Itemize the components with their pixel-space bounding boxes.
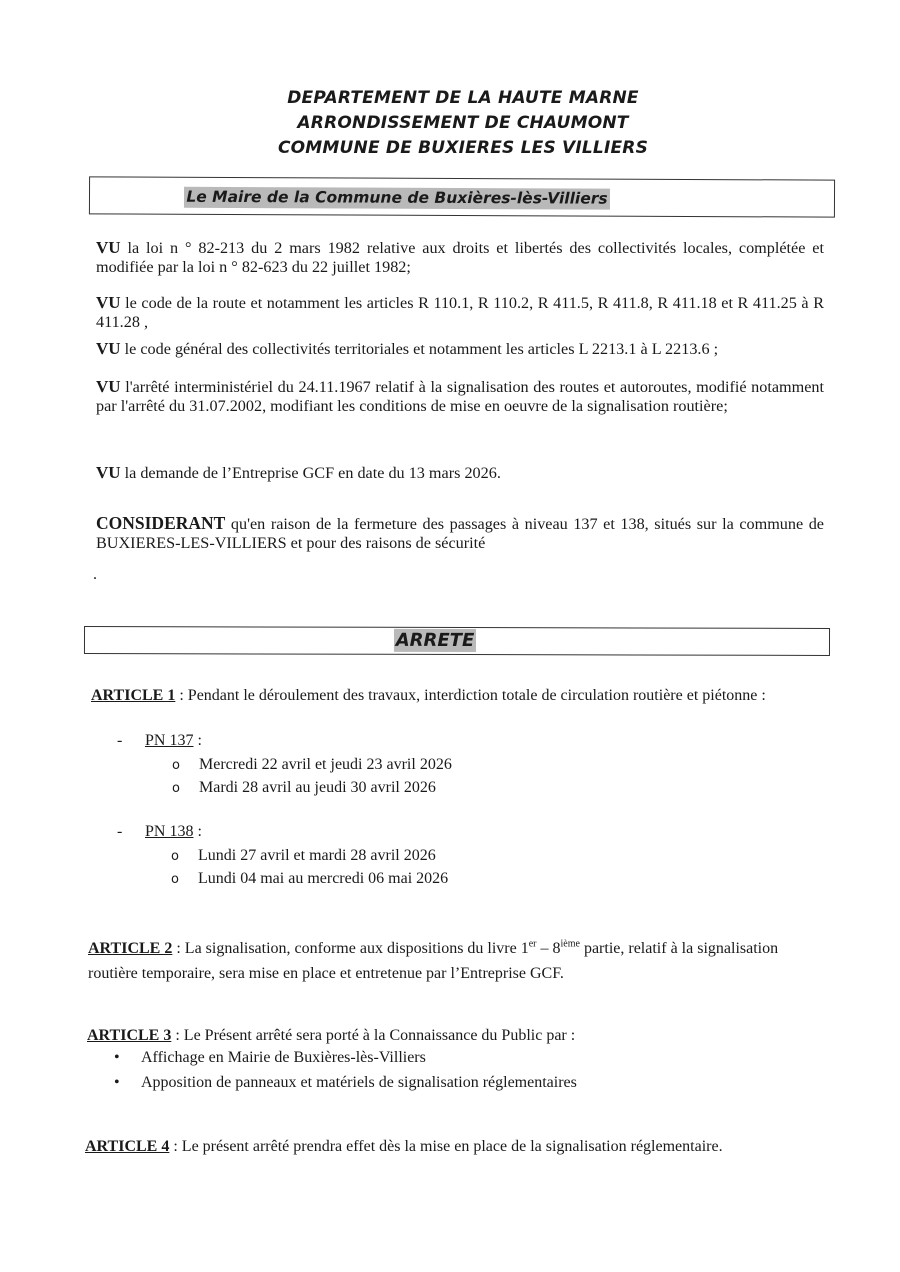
header-arrondissement: ARRONDISSEMENT DE CHAUMONT — [297, 113, 629, 133]
arrete-title: ARRETE — [394, 629, 477, 652]
circle-bullet-icon: o — [172, 758, 180, 773]
date-text: Mardi 28 avril au jeudi 30 avril 2026 — [199, 779, 436, 796]
mayor-title-box — [89, 176, 835, 217]
pn138-date-2 — [171, 868, 448, 891]
vu-paragraph-4 — [96, 377, 824, 416]
considerant-keyword: CONSIDERANT — [96, 513, 226, 533]
pn137-date-2 — [172, 777, 436, 800]
bullet-icon: • — [114, 1074, 120, 1091]
dash-marker: - — [117, 732, 123, 749]
article-3-title: ARTICLE 3 — [87, 1027, 172, 1044]
bullet-icon: • — [114, 1049, 120, 1066]
article-2-text-b: – 8 — [536, 940, 561, 957]
considerant-paragraph — [96, 514, 824, 553]
vu-text: l'arrêté interministériel du 24.11.1967 relatif à la signalisation des routes et autoroutes, modifié notamment par l'arrêté du 31.07.2002, modifiant les conditions de mise en oeuvre de la signalisation routière; — [96, 378, 824, 415]
article-2-line-2: routière temporaire, sera mise en place et entretenue par l’Entreprise GCF. — [88, 965, 564, 982]
vu-keyword: VU — [96, 238, 121, 257]
considerant-text: qu'en raison de la fermeture des passages à niveau 137 et 138, situés sur la commune de BUXIERES-LES-VILLIERS et pour des raisons de sécurité — [96, 515, 824, 552]
vu-keyword: VU — [96, 339, 121, 358]
article-4 — [85, 1137, 723, 1156]
article-1 — [91, 686, 766, 705]
circle-bullet-icon: o — [171, 849, 179, 864]
article-1-text: : Pendant le déroulement des travaux, interdiction totale de circulation routière et piétonne : — [175, 687, 766, 704]
date-text: Mercredi 22 avril et jeudi 23 avril 2026 — [199, 756, 452, 773]
date-text: Lundi 04 mai au mercredi 06 mai 2026 — [198, 870, 449, 887]
pn138-colon: : — [193, 823, 202, 840]
article-3 — [87, 1026, 575, 1045]
article-4-title: ARTICLE 4 — [85, 1138, 170, 1155]
vu-paragraph-3 — [96, 339, 824, 359]
vu-keyword: VU — [96, 293, 121, 312]
pn137-label: PN 137 — [145, 732, 194, 749]
circle-bullet-icon: o — [171, 872, 179, 887]
pn137-date-1 — [172, 754, 452, 777]
article-1-title: ARTICLE 1 — [91, 687, 176, 704]
article-2-sup-1: er — [528, 938, 537, 950]
article-2 — [88, 939, 778, 958]
header-commune: COMMUNE DE BUXIERES LES VILLIERS — [277, 138, 649, 158]
vu-keyword: VU — [96, 377, 121, 396]
article-2-text-c: partie, relatif à la signalisation — [579, 940, 779, 957]
pn137-colon: : — [193, 732, 202, 749]
mayor-title: Le Maire de la Commune de Buxières-lès-Villiers — [184, 187, 609, 210]
arrete-box — [84, 626, 830, 656]
stray-dot: . — [93, 566, 97, 583]
document-header — [0, 86, 900, 161]
article-3-item-1 — [114, 1047, 426, 1069]
header-department: DEPARTEMENT DE LA HAUTE MARNE — [287, 88, 639, 108]
article-2-title: ARTICLE 2 — [88, 940, 173, 957]
vu-text: le code général des collectivités territoriales et notamment les articles L 2213.1 à L 2213.6 ; — [120, 340, 719, 358]
date-text: Lundi 27 avril et mardi 28 avril 2026 — [198, 847, 436, 864]
vu-text: le code de la route et notamment les articles R 110.1, R 110.2, R 411.5, R 411.8, R 411.18 et R 411.25 à R 411.28 , — [96, 294, 824, 331]
vu-paragraph-2 — [96, 293, 824, 332]
pn138-heading — [117, 822, 202, 841]
vu-text: la loi n ° 82-213 du 2 mars 1982 relative aux droits et libertés des collectivités locales, complétée et modifiée par la loi n ° 82-623 du 22 juillet 1982; — [96, 239, 824, 276]
vu-text: la demande de l’Entreprise GCF en date du 13 mars 2026. — [120, 464, 501, 482]
dash-marker: - — [117, 823, 123, 840]
pn138-date-1 — [171, 845, 436, 868]
article-2-text-a: : La signalisation, conforme aux dispositions du livre 1 — [172, 940, 529, 957]
article-3-item-2 — [114, 1072, 577, 1094]
vu-paragraph-5 — [96, 463, 824, 483]
article-2-sup-2: ième — [560, 938, 580, 950]
vu-keyword: VU — [96, 463, 121, 482]
article-3-text: : Le Présent arrêté sera porté à la Connaissance du Public par : — [171, 1027, 576, 1044]
circle-bullet-icon: o — [172, 781, 180, 796]
pn137-heading — [117, 731, 202, 750]
article-4-text: : Le présent arrêté prendra effet dès la mise en place de la signalisation réglementaire. — [169, 1138, 723, 1155]
vu-paragraph-1 — [96, 238, 824, 277]
item-text: Affichage en Mairie de Buxières-lès-Villiers — [141, 1049, 426, 1066]
item-text: Apposition de panneaux et matériels de signalisation réglementaires — [141, 1074, 577, 1091]
pn138-label: PN 138 — [145, 823, 194, 840]
